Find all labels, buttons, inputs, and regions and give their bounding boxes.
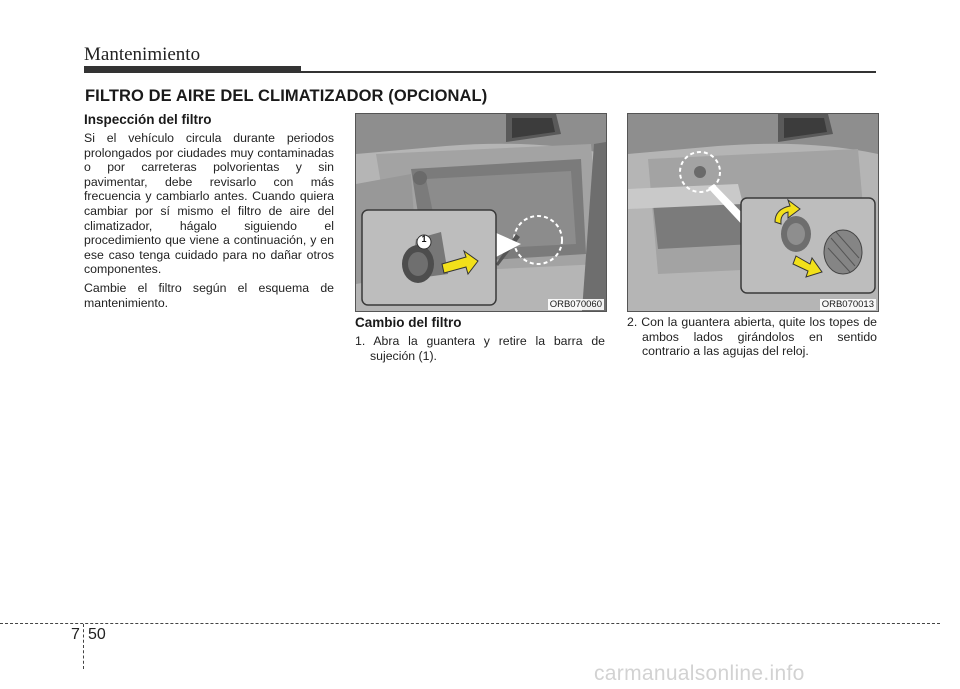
header-title: Mantenimiento: [84, 44, 201, 65]
step-1: 1. Abra la guantera y retire la barra de sujeción (1).: [355, 334, 605, 363]
figure-code: ORB070060: [549, 299, 602, 310]
stopper-illustration: [628, 114, 878, 311]
header-bar: [84, 66, 301, 73]
page-number: 50: [88, 626, 106, 643]
glovebox-illustration: [356, 114, 606, 311]
section-title: FILTRO DE AIRE DEL CLIMATIZADOR (OPCIONAL): [85, 87, 488, 105]
footer-divider: [0, 623, 940, 624]
inspection-paragraph-1: Si el vehículo circula durante periodos prolongados por ciudades muy contaminadas o por carreteras polvorientas y sin pavimentar, debe revisarlo con más frecuencia y cambiarlo antes. Cuando quiera cambiar por sí mismo el filtro de aire del climatizador, hágalo siguiendo el procedimiento que viene a continuación, y en ese caso tenga cuidado para no dañar otros componentes.: [84, 131, 334, 277]
figure-code: ORB070013: [821, 299, 874, 310]
step-2: 2. Con la guantera abierta, quite los topes de ambos lados girándolos en sentido contrario a las agujas del reloj.: [627, 315, 877, 359]
replacement-heading: Cambio del filtro: [355, 315, 462, 330]
header-rule: [301, 71, 876, 73]
replacement-column: [355, 315, 605, 363]
watermark: carmanualsonline.info: [594, 662, 805, 685]
inspection-column: [84, 112, 334, 314]
chapter-number: 7: [71, 626, 80, 643]
callout-number: 1: [421, 234, 427, 244]
inspection-heading: Inspección del filtro: [84, 112, 212, 127]
footer-vertical-divider: [83, 624, 84, 669]
inspection-paragraph-2: Cambie el filtro según el esquema de mantenimiento.: [84, 280, 334, 310]
step-2-column: [627, 315, 877, 359]
figure-glovebox-stoppers: [627, 113, 879, 312]
figure-glovebox-bar: [355, 113, 607, 312]
